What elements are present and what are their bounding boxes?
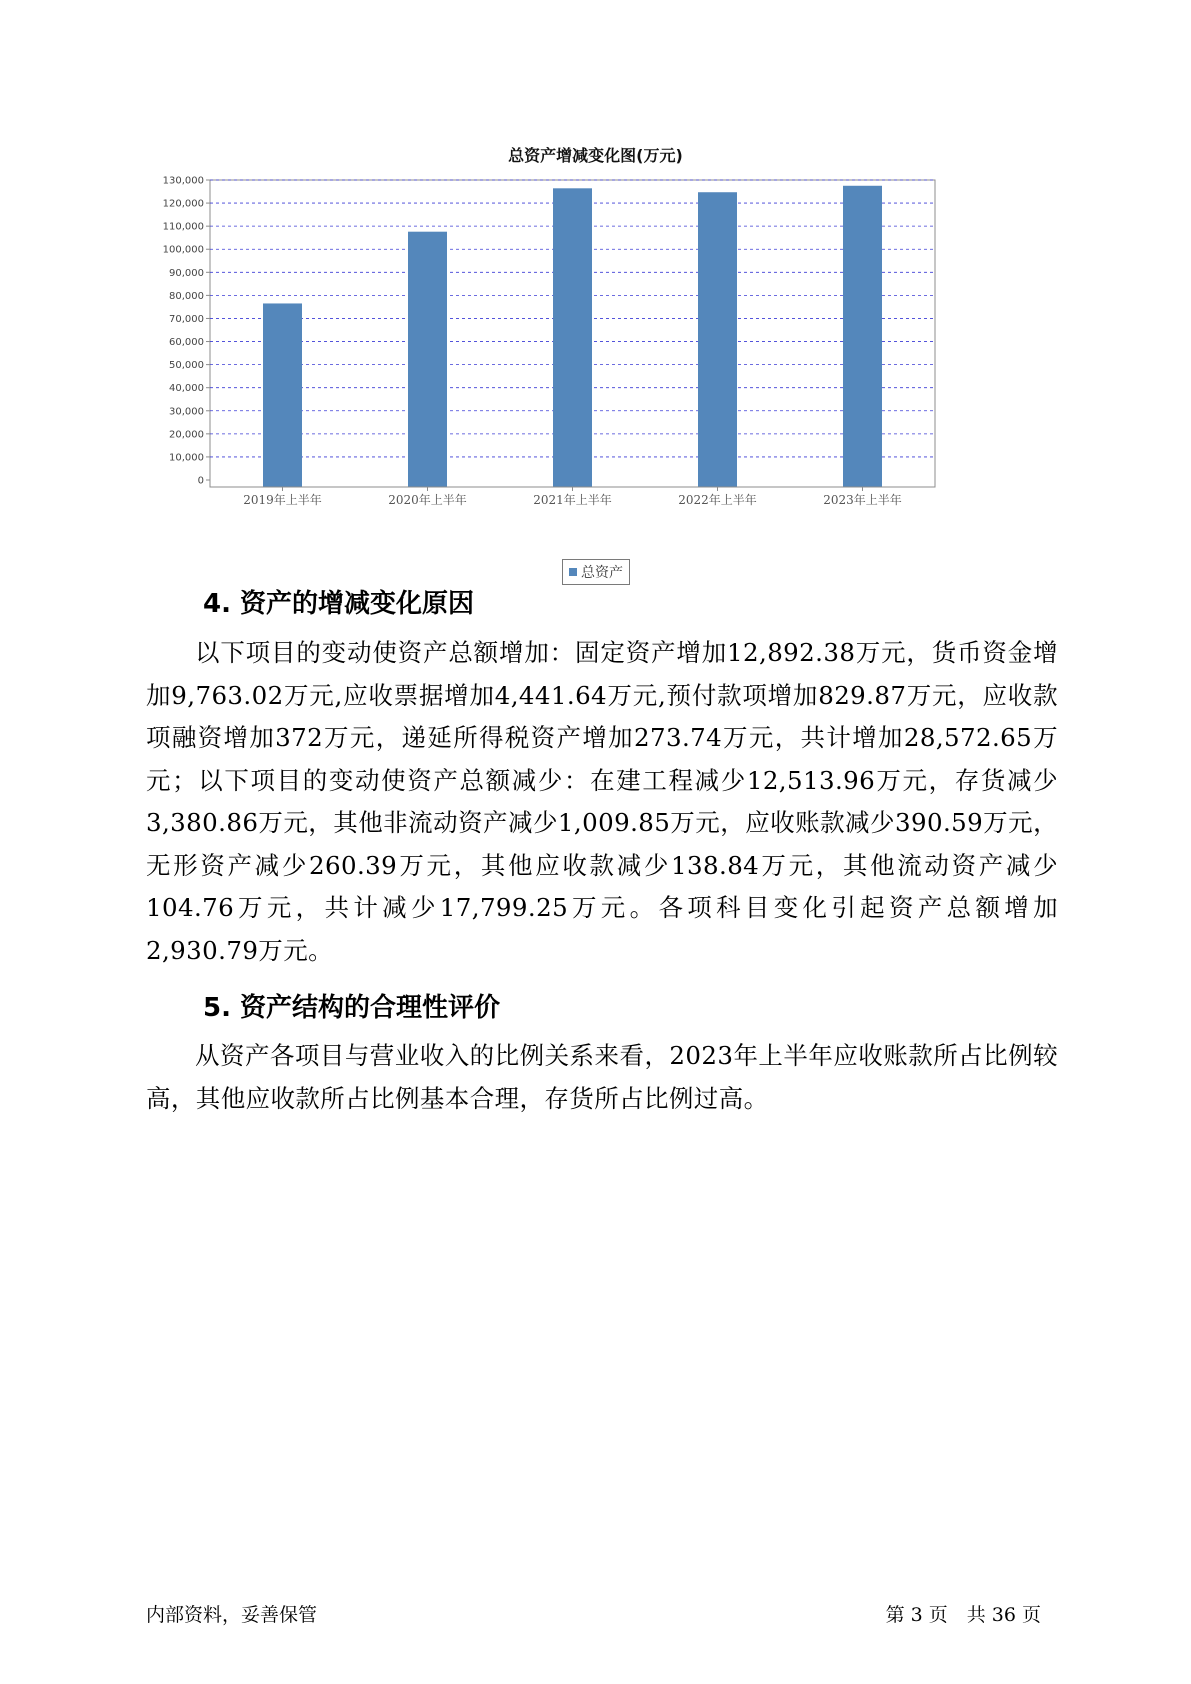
y-tick-label: 90,000 bbox=[169, 267, 204, 279]
x-tick-label: 2022年上半年 bbox=[678, 493, 757, 507]
chart-legend bbox=[562, 559, 630, 585]
asset-structure-paragraph: 从资产各项目与营业收入的比例关系来看，2023年上半年应收账款所占比例较高，其他应收款所占比例基本合理，存货所占比例过高。 bbox=[146, 1041, 1058, 1113]
y-tick-label: 110,000 bbox=[162, 221, 204, 233]
y-tick-label: 10,000 bbox=[169, 452, 204, 464]
x-tick-label: 2023年上半年 bbox=[823, 493, 902, 507]
y-tick-label: 50,000 bbox=[169, 360, 204, 372]
bar-2022年上半年 bbox=[698, 192, 737, 487]
footer-page-number: 第 3 页 共 36 页 bbox=[885, 1604, 1041, 1626]
total-assets-bar-chart bbox=[160, 175, 1020, 595]
bar-2023年上半年 bbox=[843, 186, 882, 487]
y-tick-label: 100,000 bbox=[162, 244, 204, 256]
y-tick-label: 20,000 bbox=[169, 429, 204, 441]
x-tick-label: 2020年上半年 bbox=[388, 493, 467, 507]
asset-change-paragraph: 以下项目的变动使资产总额增加：固定资产增加12,892.38万元，货币资金增加9,763.02万元,应收票据增加4,441.64万元,预付款项增加829.87万元，应收款项融资增加372万元，递延所得税资产增加273.74万元，共计增加28,572.65万元；以下项目的变动使资产总额减少：在建工程减少12,513.96万元，存货减少3,380.86万元，其他非流动资产减少1,009.85万元，应收账款减少390.59万元，无形资产减少260.39万元，其他应收款减少138.84万元，其他流动资产减少104.76万元，共计减少17,799.25万元。各项科目变化引起资产总额增加2,930.79万元。 bbox=[146, 638, 1058, 965]
y-tick-label: 130,000 bbox=[162, 175, 204, 187]
legend-swatch bbox=[569, 568, 577, 576]
y-tick-label: 0 bbox=[197, 475, 204, 487]
y-tick-label: 80,000 bbox=[169, 290, 204, 302]
x-tick-label: 2021年上半年 bbox=[533, 493, 612, 507]
y-tick-label: 70,000 bbox=[169, 313, 204, 325]
bar-2021年上半年 bbox=[553, 188, 592, 487]
chart-title: 总资产增减变化图(万元) bbox=[508, 146, 683, 165]
section-heading-asset-change-reasons: 4. 资产的增减变化原因 bbox=[203, 589, 475, 619]
legend-label: 总资产 bbox=[581, 565, 623, 581]
x-tick-label: 2019年上半年 bbox=[243, 493, 322, 507]
y-tick-label: 60,000 bbox=[169, 337, 204, 349]
section-heading-asset-structure: 5. 资产结构的合理性评价 bbox=[203, 993, 501, 1023]
y-tick-label: 30,000 bbox=[169, 406, 204, 418]
y-tick-label: 40,000 bbox=[169, 383, 204, 395]
bar-2020年上半年 bbox=[408, 232, 447, 487]
y-tick-label: 120,000 bbox=[162, 198, 204, 210]
footer-confidential-note: 内部资料，妥善保管 bbox=[146, 1604, 318, 1626]
bar-2019年上半年 bbox=[263, 303, 302, 487]
